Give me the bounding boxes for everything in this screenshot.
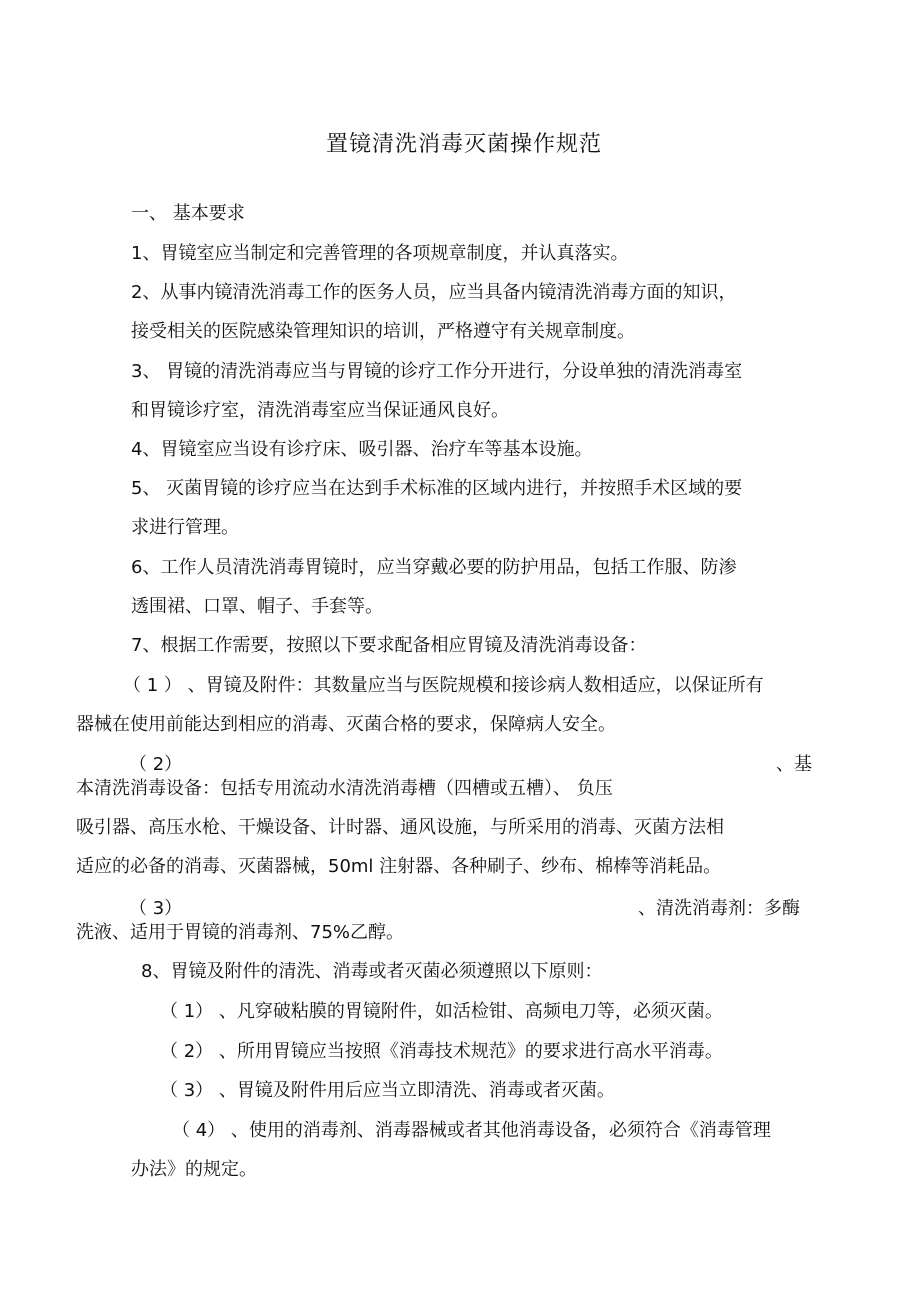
paragraph-line: （ 3） 、胃镜及附件用后应当立即清洗、消毒或者灭菌。 [160,1080,615,1101]
paragraph-line: 8、胃镜及附件的清洗、消毒或者灭菌必须遵照以下原则： [141,961,603,982]
list-number: （ 2） [129,754,183,775]
paragraph-line: 7、根据工作需要，按照以下要求配备相应胃镜及清洗消毒设备： [131,635,647,656]
paragraph-line: 办法》的规定。 [131,1159,257,1180]
paragraph-fragment: 、基 [776,754,812,775]
paragraph-line: 求进行管理。 [131,517,239,538]
list-number: （ 3） [129,898,183,919]
paragraph-line: 2、从事内镜清洗消毒工作的医务人员，应当具备内镜清洗消毒方面的知识， [131,282,737,303]
paragraph-line: 吸引器、高压水枪、干燥设备、计时器、通风设施，与所采用的消毒、灭菌方法相 [76,817,724,838]
paragraph-line: 4、胃镜室应当设有诊疗床、吸引器、治疗车等基本设施。 [131,439,593,460]
paragraph-line: 透围裙、口罩、帽子、手套等。 [131,596,383,617]
section-heading: 一、 基本要求 [131,203,245,224]
paragraph-line: 1、胃镜室应当制定和完善管理的各项规章制度，并认真落实。 [131,243,629,264]
paragraph-line: 适应的必备的消毒、灭菌器械，50ml 注射器、各种刷子、纱布、棉棒等消耗品。 [76,856,722,877]
page-title: 置镜清洗消毒灭菌操作规范 [326,132,603,157]
paragraph-line: 和胃镜诊疗室，清洗消毒室应当保证通风良好。 [131,400,509,421]
paragraph-fragment: 、清洗消毒剂：多酶 [638,898,800,919]
paragraph-line: 接受相关的医院感染管理知识的培训，严格遵守有关规章制度。 [131,321,635,342]
paragraph-line: （ 1 ） 、胃镜及附件：其数量应当与医院规模和接诊病人数相适应，以保证所有 [123,675,764,696]
paragraph-line: 本清洗消毒设备：包括专用流动水清洗消毒槽（四槽或五槽）、 负压 [76,778,613,799]
paragraph-line: （ 2） 、所用胃镜应当按照《消毒技术规范》的要求进行高水平消毒。 [160,1041,723,1062]
paragraph-line: （ 4） 、使用的消毒剂、消毒器械或者其他消毒设备，必须符合《消毒管理 [172,1120,771,1141]
paragraph-line: （ 1） 、凡穿破粘膜的胃镜附件，如活检钳、高频电刀等，必须灭菌。 [160,1001,723,1022]
paragraph-line: 5、 灭菌胃镜的诊疗应当在达到手术标准的区域内进行，并按照手术区域的要 [131,478,743,499]
paragraph-line: 器械在使用前能达到相应的消毒、灭菌合格的要求，保障病人安全。 [76,714,616,735]
paragraph-line: 3、 胃镜的清洗消毒应当与胃镜的诊疗工作分开进行，分设单独的清洗消毒室 [131,361,743,382]
paragraph-line: 洗液、适用于胃镜的消毒剂、75%乙醇。 [76,922,405,943]
paragraph-line: 6、工作人员清洗消毒胃镜时，应当穿戴必要的防护用品，包括工作服、防渗 [131,557,737,578]
